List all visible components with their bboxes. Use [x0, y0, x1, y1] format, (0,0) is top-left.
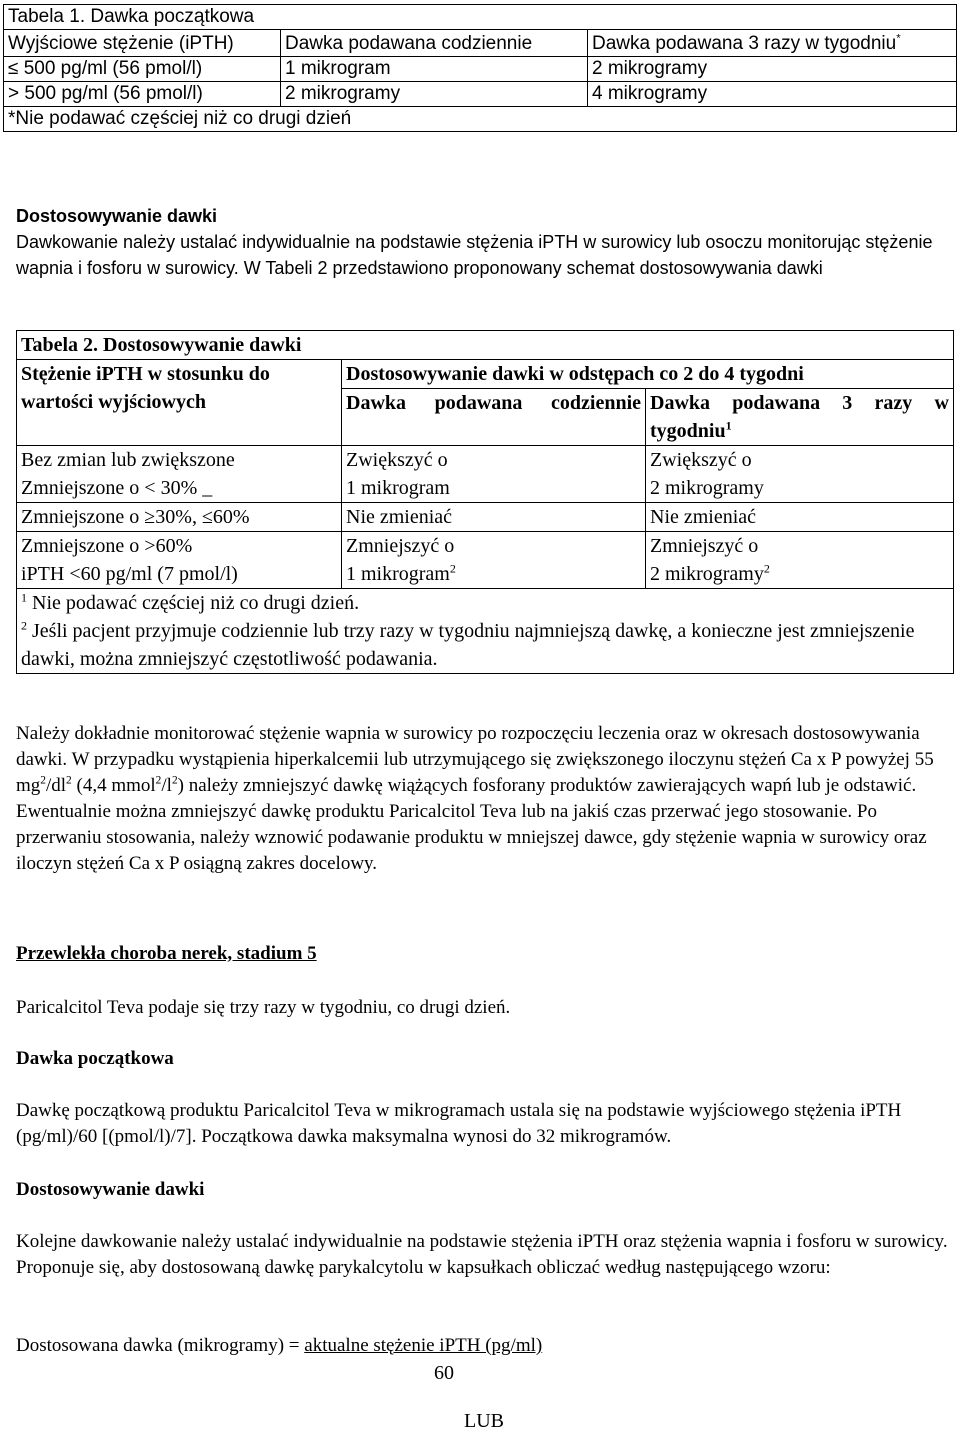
table-2-title: Tabela 2. Dostosowywanie dawki: [17, 331, 954, 360]
table-cell: 2 mikrogramy: [588, 57, 957, 82]
table-1-col-header-daily: Dawka podawana codziennie: [281, 30, 588, 57]
table-cell: Zwiększyć o 2 mikrogramy: [646, 446, 954, 503]
footnote-mark: 2: [449, 561, 456, 576]
footnote-mark: 2: [763, 561, 770, 576]
table-cell: Nie zmieniać: [342, 503, 646, 532]
dose-table-1: [3, 4, 957, 132]
initial-dose-body: Dawkę początkową produktu Paricalcitol Teva w mikrogramach ustala się na podstawie wyjściowego stężenia iPTH (pg/ml)/60 [(pmol/l)/7]. Początkowa dawka maksymalna wynosi do 32 mikrogramów.: [16, 1100, 902, 1147]
table-2-footnotes: [17, 589, 954, 674]
section-body: Dawkowanie należy ustalać indywidualnie na podstawie stężenia iPTH w surowicy lub osoczu monitorując stężenie wapnia i fosforu w surowicy. W Tabeli 2 przedstawiono proponowany schemat dostosowywania dawki: [16, 232, 933, 278]
dose-adjustment-table-2: [16, 330, 954, 674]
table-2-col-header-three-weekly: Dawka podawana 3 razy w tygodniu$^1$: [646, 389, 954, 446]
table-cell: ≤ 500 pg/ml (56 pmol/l): [4, 57, 281, 82]
table-cell: > 500 pg/ml (56 pmol/l): [4, 82, 281, 107]
dose-adjustment-section: [16, 203, 944, 281]
table-2-col-header-ipth: Stężenie iPTH w stosunku do wartości wyjściowych: [17, 360, 342, 446]
table-row: [4, 57, 957, 82]
table-1-title: Tabela 1. Dawka początkowa: [4, 5, 957, 30]
table-row: [17, 503, 954, 532]
table-row: [17, 532, 954, 589]
page-footer: LUB: [464, 1410, 504, 1432]
table-cell: 4 mikrogramy: [588, 82, 957, 107]
ckd5-body: Paricalcitol Teva podaje się trzy razy w tygodniu, co drugi dzień.: [16, 997, 511, 1018]
table-2-group-header: Dostosowywanie dawki w odstępach co 2 do 4 tygodni: [342, 360, 954, 389]
table-row: [17, 446, 954, 503]
table-cell: Nie zmieniać: [646, 503, 954, 532]
table-cell: Zmniejszyć o 1 mikrogram$^2$: [342, 532, 646, 589]
ckd5-heading: Przewlekła choroba nerek, stadium 5: [16, 943, 317, 964]
footnote-1: $^1$ Nie podawać częściej niż co drugi dzień.: [21, 590, 360, 614]
footnote-2: $^2$ Jeśli pacjent przyjmuje codziennie lub trzy razy w tygodniu najmniejszą dawkę, a konieczne jest zmniejszenie dawki, można zmniejszyć częstotliwość podawania.: [21, 618, 915, 670]
table-cell: Bez zmian lub zwiększone Zmniejszone o < 30% _: [17, 446, 342, 503]
table-cell: 2 mikrogramy: [281, 82, 588, 107]
formula-numerator: aktualne stężenie iPTH (pg/ml): [304, 1335, 543, 1356]
table-2-col-header-daily: Dawka podawana codziennie: [342, 389, 646, 446]
dose-formula: Dostosowana dawka (mikrogramy) = aktualne stężenie iPTH (pg/ml): [16, 1335, 543, 1356]
table-cell: Zmniejszyć o 2 mikrogramy$^2$: [646, 532, 954, 589]
page-number: 60: [434, 1362, 454, 1384]
table-1-footnote: *Nie podawać częściej niż co drugi dzień: [4, 107, 957, 132]
table-cell: Zwiększyć o 1 mikrogram: [342, 446, 646, 503]
table-cell: Zmniejszone o >60% iPTH <60 pg/ml (7 pmol/l): [17, 532, 342, 589]
footnote-mark: *: [896, 32, 901, 45]
initial-dose-heading: Dawka początkowa: [16, 1048, 174, 1069]
footnote-mark: 1: [725, 418, 732, 433]
table-row: [4, 82, 957, 107]
table-cell: 1 mikrogram: [281, 57, 588, 82]
adjustment-heading: Dostosowywanie dawki: [16, 1179, 205, 1200]
table-1-col-header-three-weekly: Dawka podawana 3 razy w tygodniu*: [588, 30, 957, 57]
table-1-col-header-baseline: Wyjściowe stężenie (iPTH): [4, 30, 281, 57]
adjustment-body: Kolejne dawkowanie należy ustalać indywidualnie na podstawie stężenia iPTH oraz stężenia wapnia i fosforu w surowicy. Proponuje się, aby dostosowaną dawkę parykalcytolu w kapsułkach obliczać według następującego wzoru:: [16, 1231, 948, 1278]
table-cell: Zmniejszone o ≥30%, ≤60%: [17, 503, 342, 532]
monitoring-paragraph: Należy dokładnie monitorować stężenie wapnia w surowicy po rozpoczęciu leczenia oraz w okresach dostosowywania dawki. W przypadku wystąpienia hiperkalcemii lub utrzymującego się zwiększonego iloczynu stężeń Ca x P powyżej 55 $mg^2/dl^2$ (4,4 $mmol^2/l^2$) należy zmniejszyć dawkę wiążących fosforany produktów zawierających wapń lub je odstawić. Ewentualnie można zmniejszyć dawkę produktu Paricalcitol Teva lub na jakiś czas przerwać jego stosowanie. Po przerwaniu stosowania, należy wznowić podawanie produktu w mniejszej dawce, gdy stężenie wapnia w surowicy oraz iloczyn stężeń Ca x P osiągną zakres docelowy.: [16, 723, 934, 874]
section-heading: Dostosowywanie dawki: [16, 206, 218, 226]
